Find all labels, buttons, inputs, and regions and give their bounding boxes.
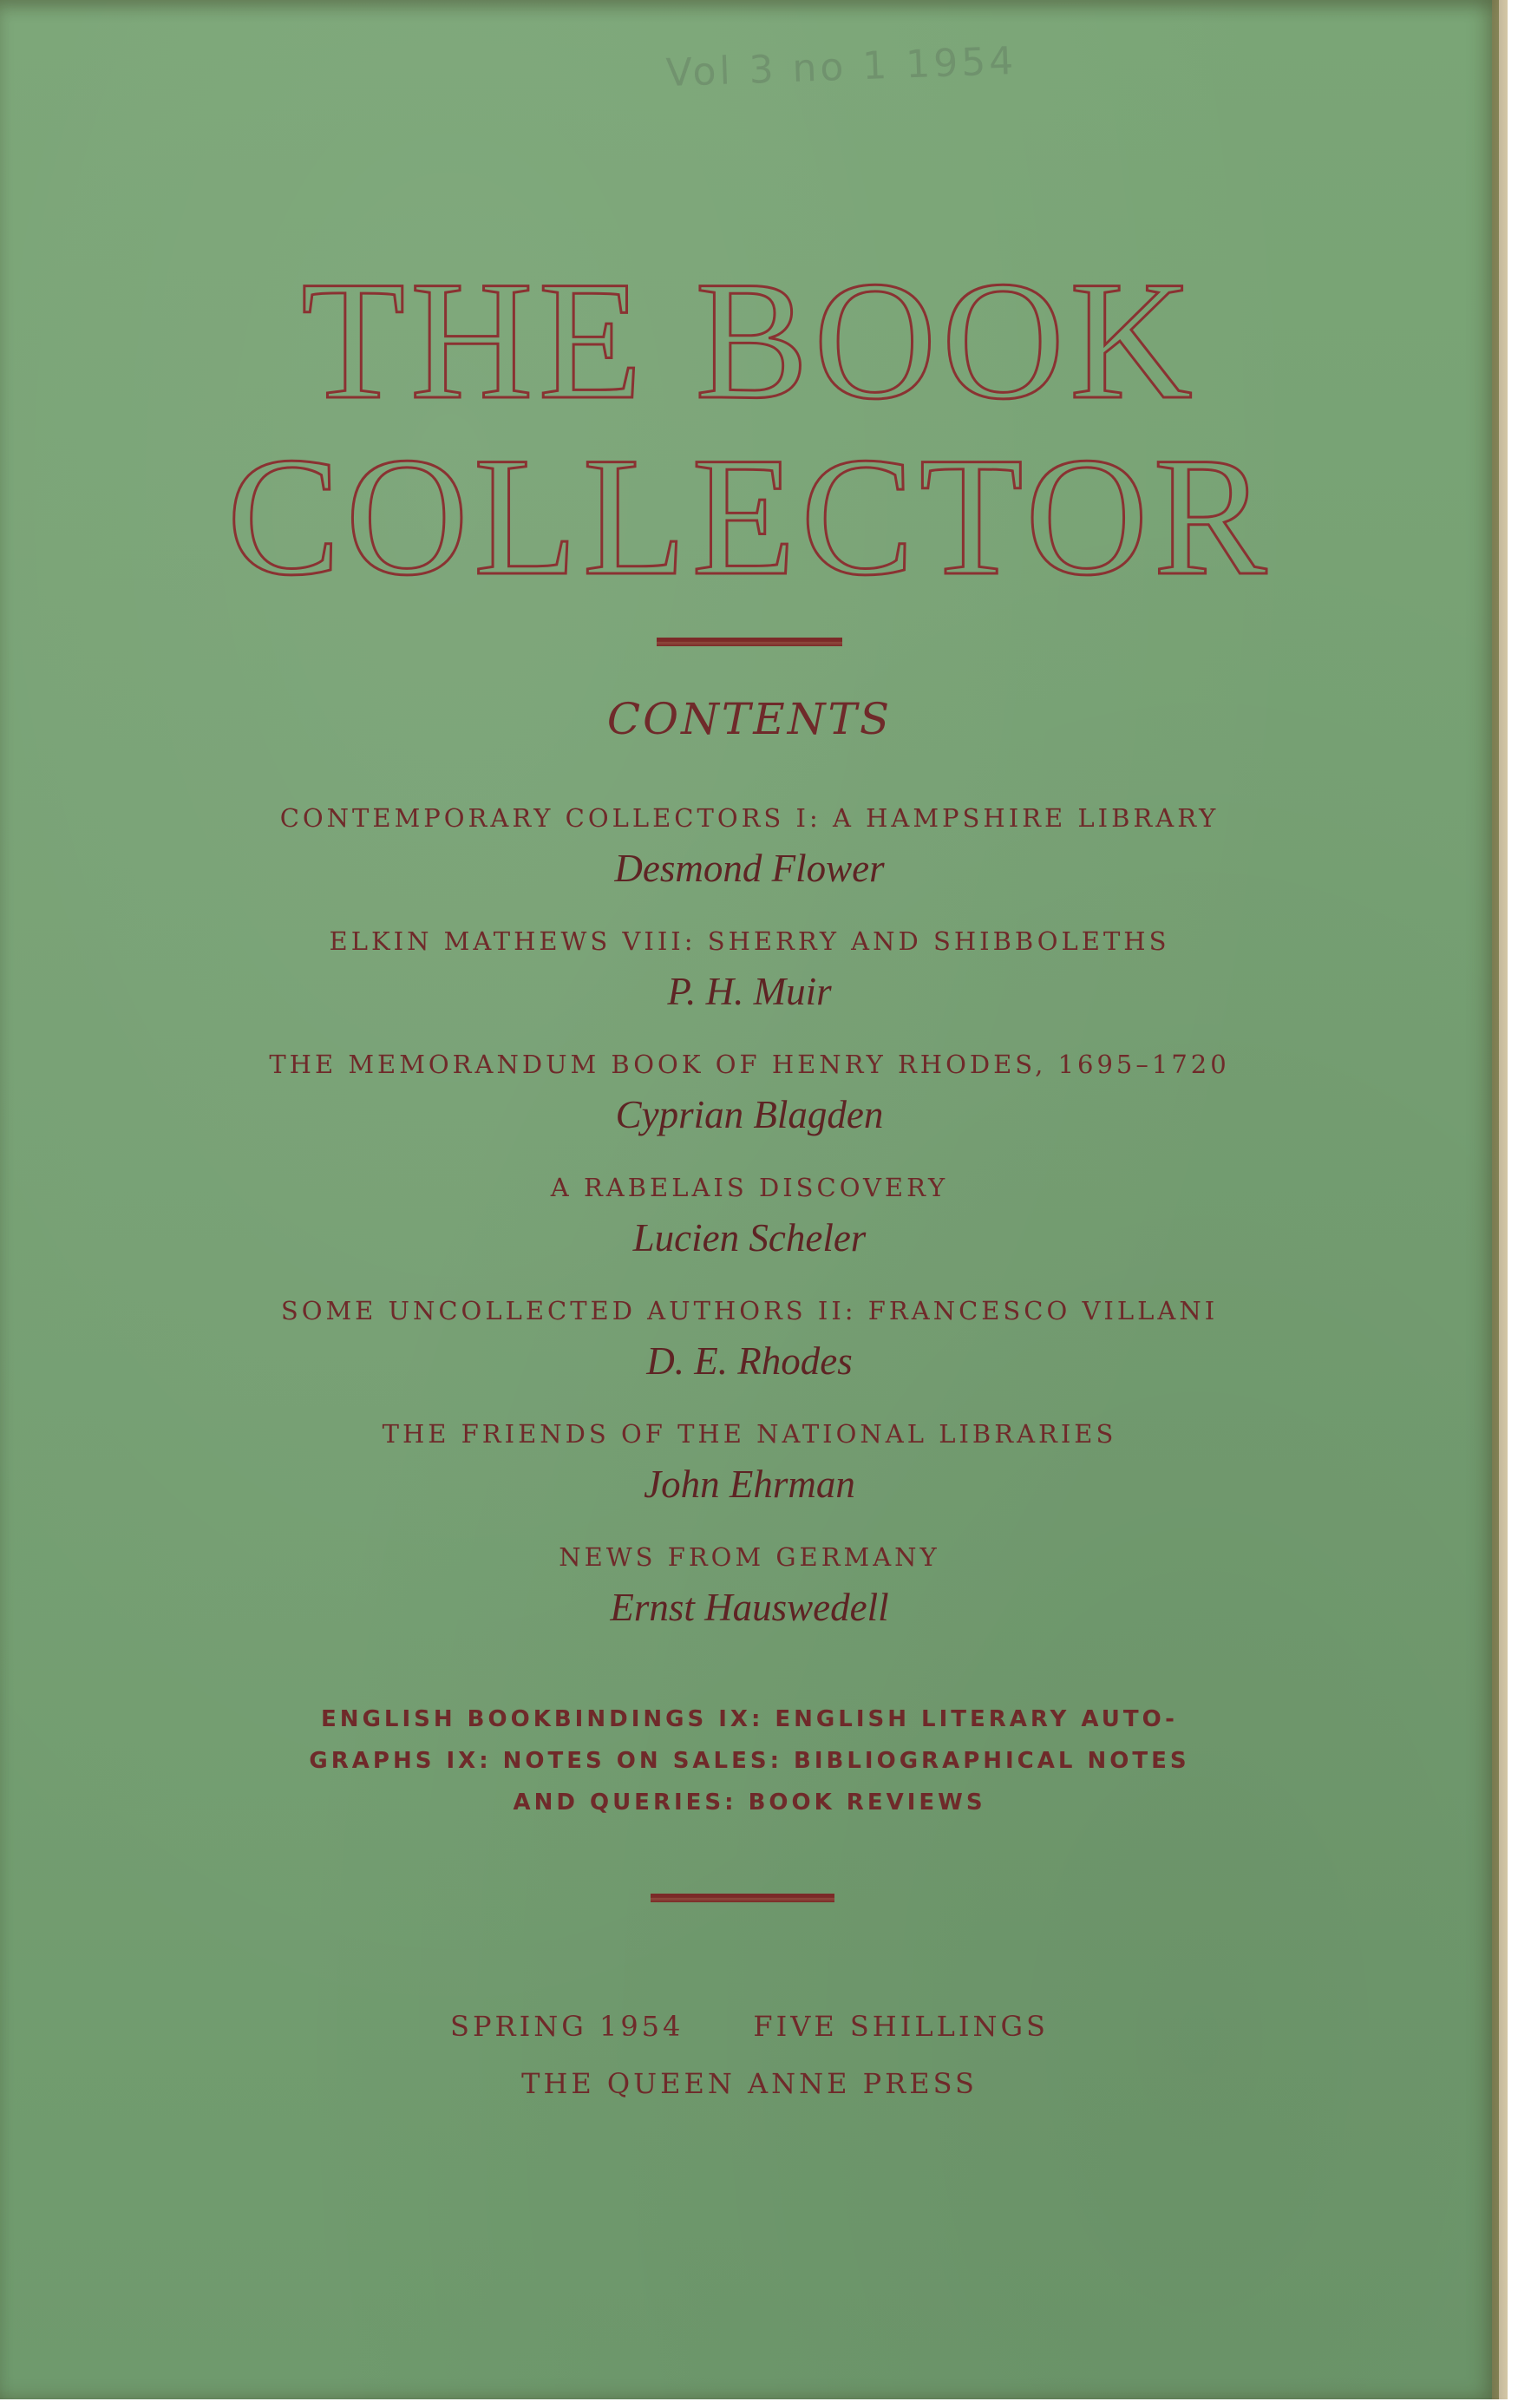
- bottom-divider-rule: [651, 1894, 834, 1902]
- entry-author: Desmond Flower: [614, 847, 885, 890]
- entry-title: A RABELAIS DISCOVERY: [550, 1173, 949, 1202]
- entry-author: P. H. Muir: [667, 970, 832, 1013]
- contents-entry: [0, 1412, 1499, 1513]
- contents-entry: [0, 1043, 1499, 1143]
- departments-line: GRAPHS IX: NOTES ON SALES: BIBLIOGRAPHICAL NOTES: [309, 1748, 1190, 1774]
- entry-title: THE FRIENDS OF THE NATIONAL LIBRARIES: [382, 1419, 1117, 1449]
- entry-title: NEWS FROM GERMANY: [559, 1542, 940, 1572]
- departments-line: AND QUERIES: BOOK REVIEWS: [513, 1790, 986, 1816]
- entry-author: Cyprian Blagden: [615, 1093, 884, 1136]
- issue-line: [0, 1998, 1499, 2055]
- entry-title: ELKIN MATHEWS VIII: SHERRY AND SHIBBOLETHS: [329, 926, 1170, 956]
- contents-entry: [0, 1289, 1499, 1390]
- contents-entry: [0, 796, 1499, 897]
- contents-entry: [0, 919, 1499, 1020]
- top-divider-rule: [657, 638, 842, 646]
- entry-author: John Ehrman: [644, 1462, 855, 1506]
- departments-line: ENGLISH BOOKBINDINGS IX: ENGLISH LITERARY AUTO-: [321, 1706, 1178, 1732]
- contents-entry: [0, 1166, 1499, 1266]
- publisher: THE QUEEN ANNE PRESS: [521, 2067, 978, 2100]
- entry-title: CONTEMPORARY COLLECTORS I: A HAMPSHIRE LIBRARY: [279, 803, 1220, 833]
- departments-list: [0, 1698, 1499, 1823]
- issue-price: FIVE SHILLINGS: [753, 2010, 1049, 2043]
- title-line-1: THE BOOK: [301, 246, 1198, 435]
- cover-footer: [0, 1998, 1499, 2112]
- contents-heading: CONTENTS: [606, 694, 893, 744]
- entry-author: Lucien Scheler: [632, 1216, 867, 1260]
- issue-date: SPRING 1954: [450, 2010, 684, 2043]
- contents-list: [0, 796, 1499, 1659]
- title-line-2: COLLECTOR: [226, 422, 1273, 611]
- entry-author: D. E. Rhodes: [646, 1339, 853, 1383]
- entry-author: Ernst Hauswedell: [610, 1586, 889, 1629]
- pencil-annotation: Vol 3 no 1 1954: [664, 38, 1018, 96]
- entry-title: SOME UNCOLLECTED AUTHORS II: FRANCESCO VILLANI: [280, 1296, 1219, 1325]
- entry-title: THE MEMORANDUM BOOK OF HENRY RHODES, 1695–1720: [269, 1050, 1230, 1079]
- contents-entry: [0, 1535, 1499, 1636]
